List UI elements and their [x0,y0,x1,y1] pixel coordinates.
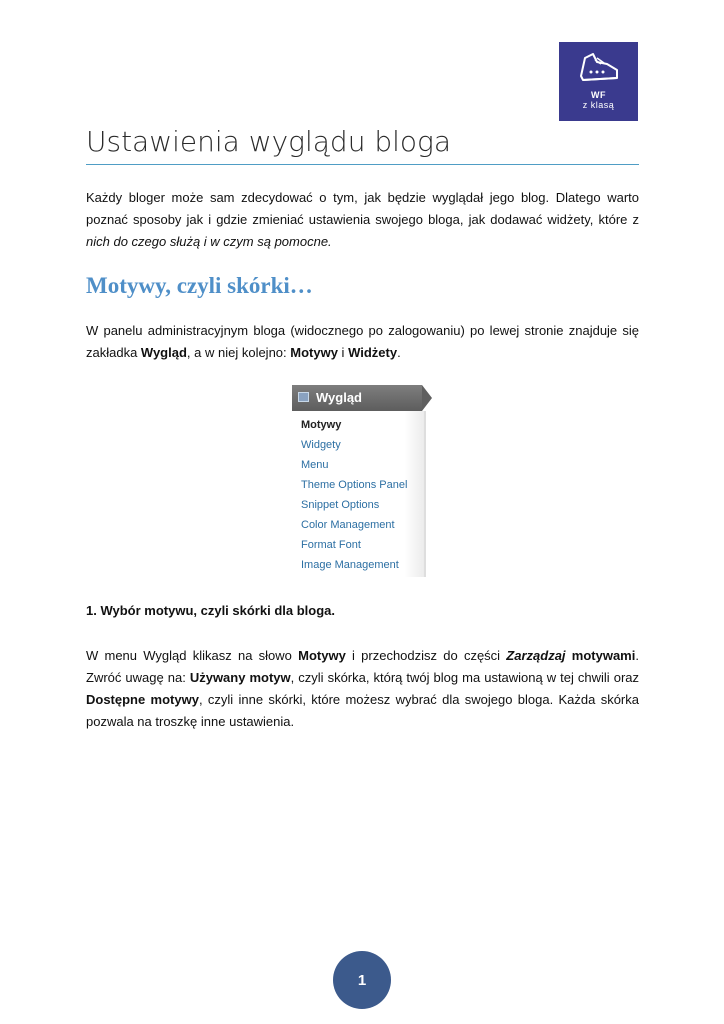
appearance-menu-screenshot [292,385,432,577]
panel-text-4: . [397,345,401,360]
panel-bold-widzety: Widżety [348,345,398,360]
section-heading: Motywy, czyli skórki… [86,273,313,298]
panel-bold-wyglad: Wygląd [140,345,187,360]
choose-text-1: W menu Wygląd klikasz na słowo [86,648,299,663]
sneaker-icon [577,50,621,86]
menu-item-image-management[interactable]: Image Management [301,559,399,571]
panel-text-1: W panelu administracyjnym bloga (widocznego po zalogowaniu) po lewej stronie znajduje się zakładka [86,323,639,360]
menu-item-motywy[interactable]: Motywy [301,419,342,431]
appearance-icon [298,392,309,402]
choose-bold-italic-zarzadzaj: Zarządzaj [506,648,566,663]
title-divider [86,164,639,165]
menu-item-snippet-options[interactable]: Snippet Options [301,499,380,511]
logo-line-1: WF [591,90,606,100]
choose-bold-dostepne-motywy: Dostępne motywy [86,692,199,707]
menu-item-menu[interactable]: Menu [301,459,329,471]
panel-bold-motywy: Motywy [290,345,338,360]
choose-text-3: . Zwróć uwagę na: [86,648,639,685]
menu-item-theme-options[interactable]: Theme Options Panel [301,479,408,491]
choose-text-5: , czyli inne skórki, które możesz wybrać dla swojego bloga. Każda skórka pozwala na troszkę inne ustawienia. [86,692,639,729]
panel-paragraph [86,320,639,364]
choose-bold-motywy: Motywy [298,648,346,663]
intro-text: Każdy bloger może sam zdecydować o tym, jak będzie wyglądał jego blog. Dlatego warto poznać sposoby jak i gdzie zmieniać ustawienia swojego bloga, jak dodawać widżety, które z [86,190,639,227]
choose-text-4: , czyli skórka, którą twój blog ma ustawioną w tej chwili oraz [290,670,640,685]
choose-bold-motywami: motywami [565,648,636,663]
logo-line-2: z klasą [582,100,615,110]
subheading: 1. Wybór motywu, czyli skórki dla bloga. [86,603,335,618]
wf-logo [559,42,638,121]
page-number-badge: 1 [333,951,391,1009]
menu-item-color-management[interactable]: Color Management [301,519,395,531]
panel-text-2: , a w niej kolejno: [186,345,291,360]
submenu [292,411,426,577]
menu-item-format-font[interactable]: Format Font [301,539,361,551]
choose-text-2: i przechodzisz do części [345,648,507,663]
intro-paragraph [86,187,639,253]
choose-bold-uzywany-motyw: Używany motyw [189,670,291,685]
panel-text-3: i [337,345,349,360]
intro-italic-text: nich do czego służą i w czym są pomocne. [86,234,332,249]
menu-item-widgety[interactable]: Widgety [301,439,341,451]
choose-theme-paragraph [86,645,639,733]
menu-header[interactable] [292,385,422,411]
menu-header-label: Wygląd [316,390,362,405]
page-title: Ustawienia wyglądu bloga [86,125,451,158]
